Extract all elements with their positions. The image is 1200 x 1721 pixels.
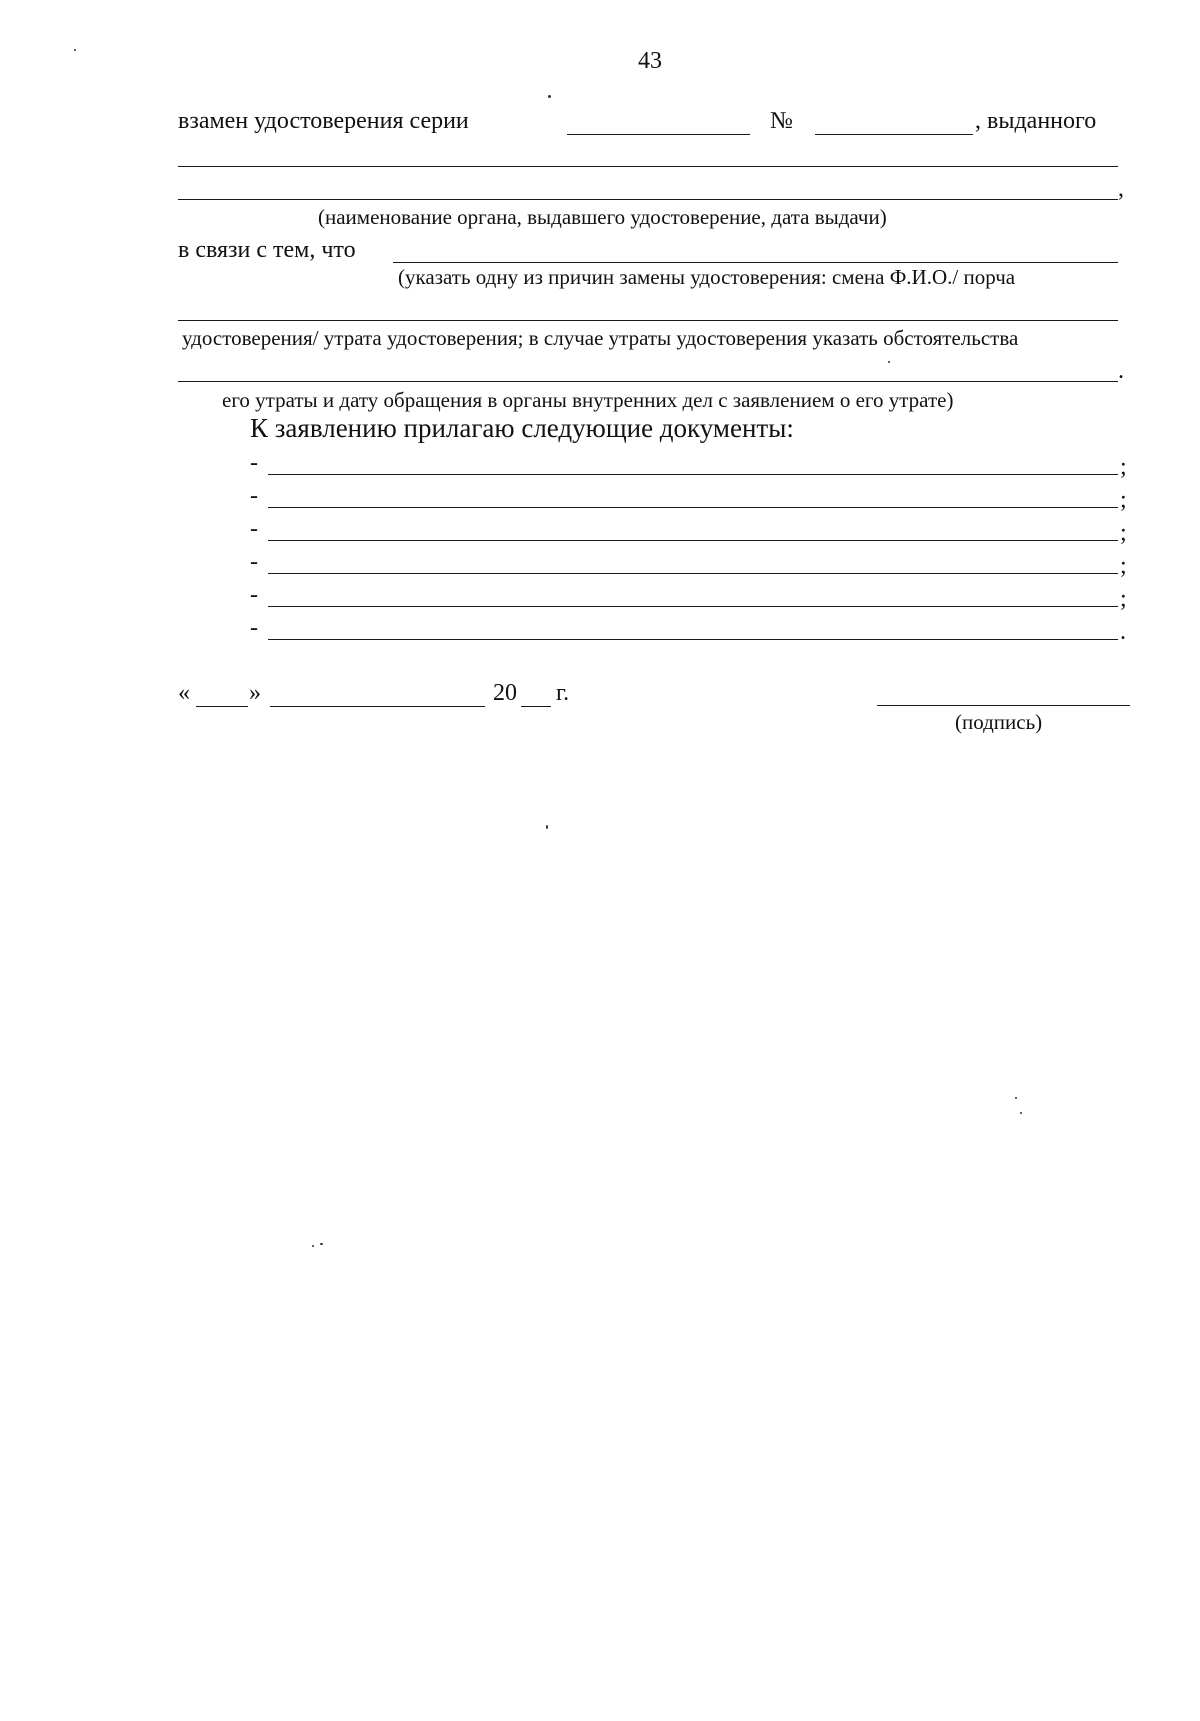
scan-speck xyxy=(888,361,890,363)
date-year-prefix: 20 xyxy=(493,680,517,706)
attachment-bullet: - xyxy=(250,582,258,608)
reason-field-line-2[interactable] xyxy=(178,320,1118,321)
attachments-heading: К заявлению прилагаю следующие документы: xyxy=(250,413,794,443)
attachment-bullet: - xyxy=(250,516,258,542)
attachment-field[interactable] xyxy=(268,573,1118,574)
reason-field-line-3[interactable] xyxy=(178,381,1118,382)
reason-caption-3: его утраты и дату обращения в органы внутренних дел с заявлением о его утрате) xyxy=(222,388,954,412)
page-number: 43 xyxy=(638,48,662,74)
attachment-bullet: - xyxy=(250,615,258,641)
scan-speck xyxy=(320,1243,323,1245)
reason-label: в связи с тем, что xyxy=(178,237,356,263)
scan-speck xyxy=(546,825,548,829)
date-year-suffix: г. xyxy=(556,680,570,706)
date-day-field[interactable] xyxy=(196,706,248,707)
issuer-line-comma: , xyxy=(1118,176,1124,202)
issued-text: , выданного xyxy=(975,108,1097,134)
attachment-bullet: - xyxy=(250,450,258,476)
series-field[interactable] xyxy=(567,134,750,135)
replacement-lead-text: взамен удостоверения серии xyxy=(178,108,469,134)
attachment-end: ; xyxy=(1120,586,1127,612)
attachment-bullet: - xyxy=(250,483,258,509)
reason-caption-1: (указать одну из причин замены удостоверения: смена Ф.И.О./ порча xyxy=(398,265,1016,289)
number-sign: № xyxy=(770,108,793,134)
attachment-end: . xyxy=(1120,619,1126,645)
scan-speck xyxy=(548,95,551,98)
signature-field[interactable] xyxy=(877,705,1130,706)
date-month-field[interactable] xyxy=(270,706,485,707)
scan-speck xyxy=(312,1245,314,1247)
date-open-quote: « xyxy=(178,680,190,706)
reason-caption-2: удостоверения/ утрата удостоверения; в случае утраты удостоверения указать обстоятельства xyxy=(182,326,1019,350)
attachment-field[interactable] xyxy=(268,606,1118,607)
date-year-field[interactable] xyxy=(521,706,551,707)
attachment-end: ; xyxy=(1120,487,1127,513)
issuer-line-2[interactable] xyxy=(178,199,1118,200)
scan-speck xyxy=(74,49,76,51)
scan-speck xyxy=(1020,1112,1022,1114)
reason-field-line-1[interactable] xyxy=(393,262,1118,263)
attachment-end: ; xyxy=(1120,454,1127,480)
attachment-field[interactable] xyxy=(268,540,1118,541)
attachment-field[interactable] xyxy=(268,507,1118,508)
attachment-bullet: - xyxy=(250,549,258,575)
certificate-number-field[interactable] xyxy=(815,134,973,135)
date-close-quote: » xyxy=(249,680,261,706)
issuer-line-1[interactable] xyxy=(178,166,1118,167)
scan-speck xyxy=(1015,1097,1017,1099)
attachment-field[interactable] xyxy=(268,474,1118,475)
attachment-field[interactable] xyxy=(268,639,1118,640)
attachment-end: ; xyxy=(1120,520,1127,546)
issuer-caption: (наименование органа, выдавшего удостоверение, дата выдачи) xyxy=(318,205,887,229)
reason-end-period: . xyxy=(1118,358,1124,384)
signature-caption: (подпись) xyxy=(955,710,1043,734)
attachment-end: ; xyxy=(1120,553,1127,579)
